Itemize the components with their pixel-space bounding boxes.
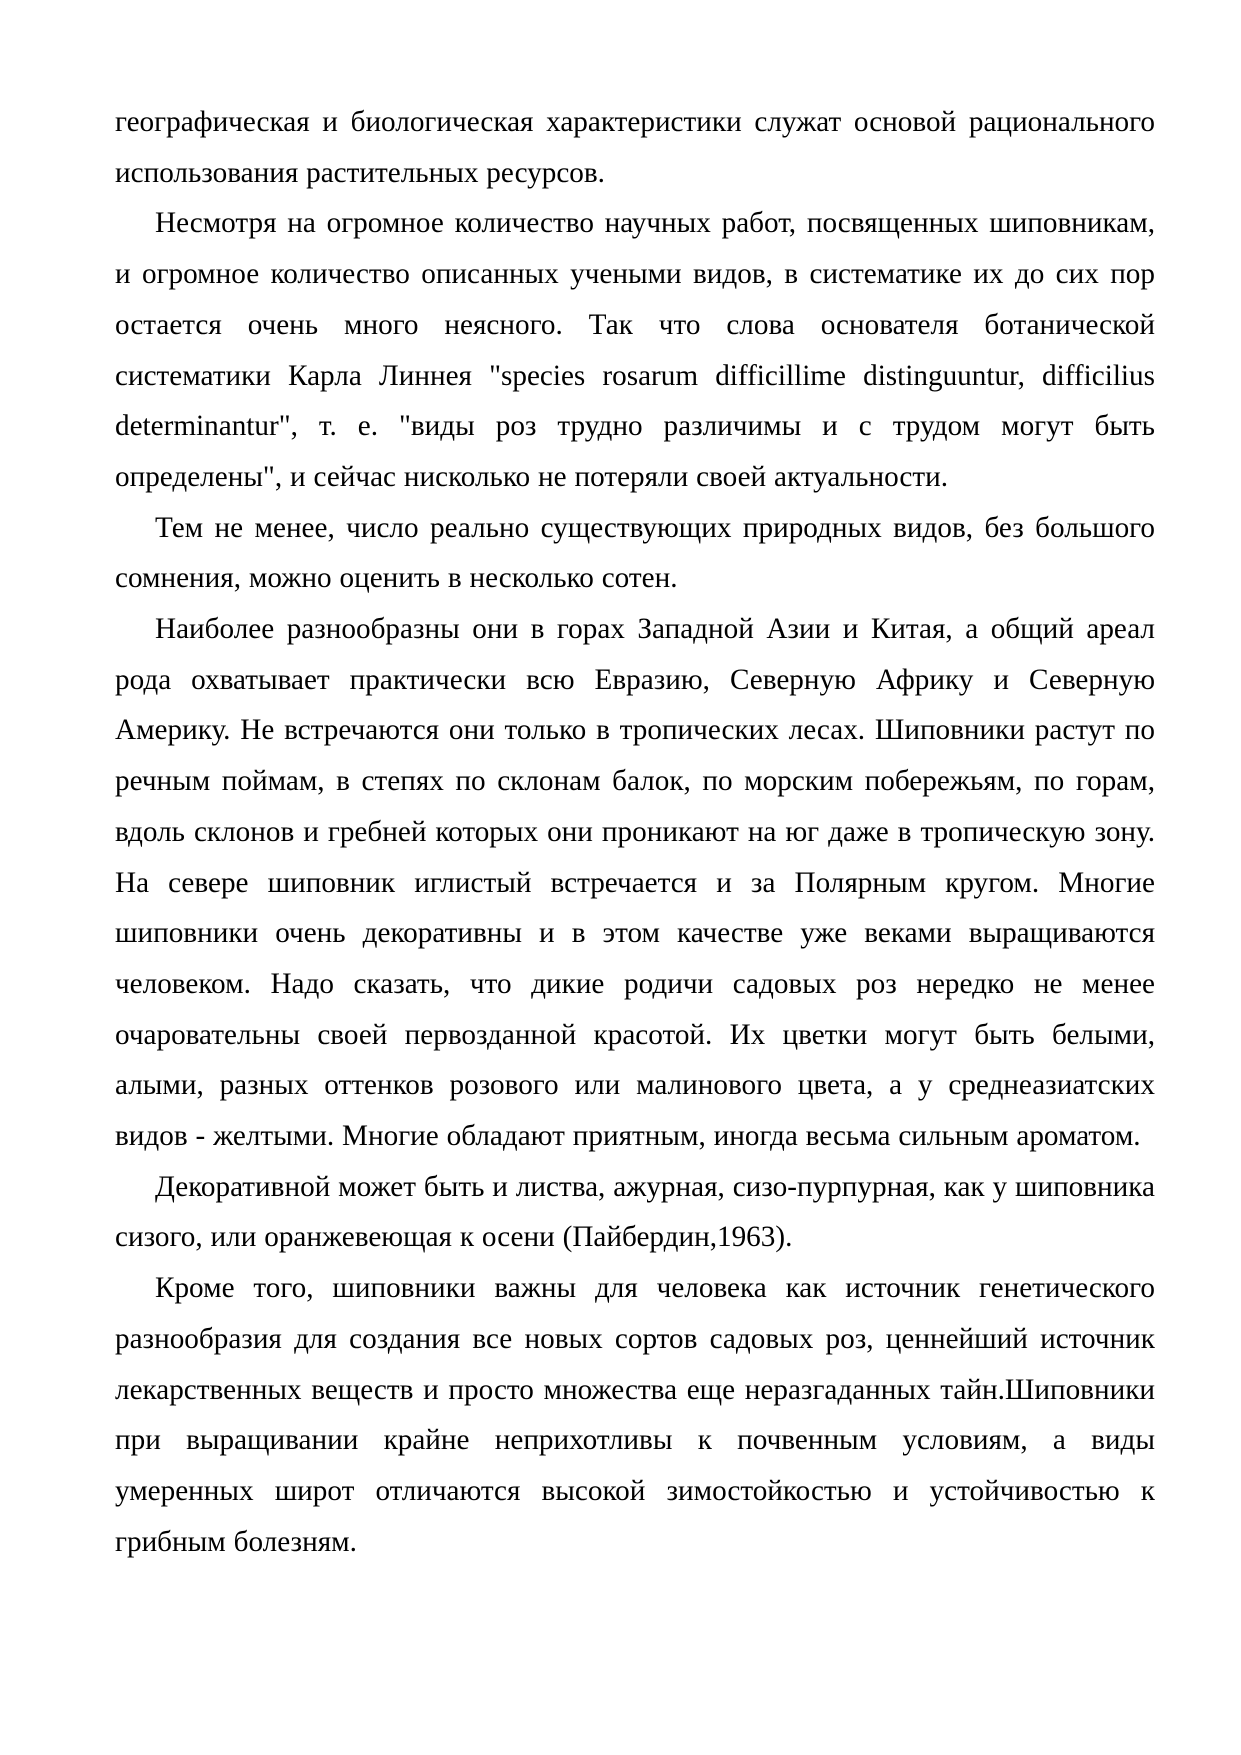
paragraph-continuation: географическая и биологическая характеристики служат основой рационального использования растительных ресурсов. (115, 106, 1155, 189)
paragraph: Тем не менее, число реально существующих природных видов, без большого сомнения, можно оценить в несколько сотен. (115, 511, 1155, 595)
paragraph: Декоративной может быть и листва, ажурная, сизо-пурпурная, как у шиповника сизого, или оранжевеющая к осени (Пайбердин,1963). (115, 1170, 1155, 1254)
paragraph: Кроме того, шиповники важны для человека как источник генетического разнообразия для создания все новых сортов садовых роз, ценнейший источник лекарственных веществ и просто множества еще неразгаданных тайн.Шиповники при выращивании крайне неприхотливы к почвенным условиям, а виды умеренных широт отличаются высокой зимостойкостью и устойчивостью к грибным болезням. (115, 1272, 1155, 1558)
paragraph: Наиболее разнообразны они в горах Западной Азии и Китая, а общий ареал рода охватывает практически всю Евразию, Северную Африку и Северную Америку. Не встречаются они только в тропических лесах. Шиповники растут по речным поймам, в степях по склонам балок, по морским побережьям, по горам, вдоль склонов и гребней которых они проникают на юг даже в тропическую зону. На севере шиповник иглистый встречается и за Полярным кругом. Многие шиповники очень декоративны и в этом качестве уже веками выращиваются человеком. Надо сказать, что дикие родичи садовых роз нередко не менее очаровательны своей первозданной красотой. Их цветки могут быть белыми, алыми, разных оттенков розового или малинового цвета, а у среднеазиатских видов - желтыми. Многие обладают приятным, иногда весьма сильным ароматом. (115, 613, 1155, 1153)
paragraph: Несмотря на огромное количество научных работ, посвященных шиповникам, и огромное количество описанных учеными видов, в систематике их до сих пор остается очень много неясного. Так что слова основателя ботанической систематики Карла Линнея "species rosarum difficillime distinguuntur, difficilius determinantur", т. е. "виды роз трудно различимы и с трудом могут быть определены", и сейчас нисколько не потеряли своей актуальности. (115, 207, 1155, 493)
